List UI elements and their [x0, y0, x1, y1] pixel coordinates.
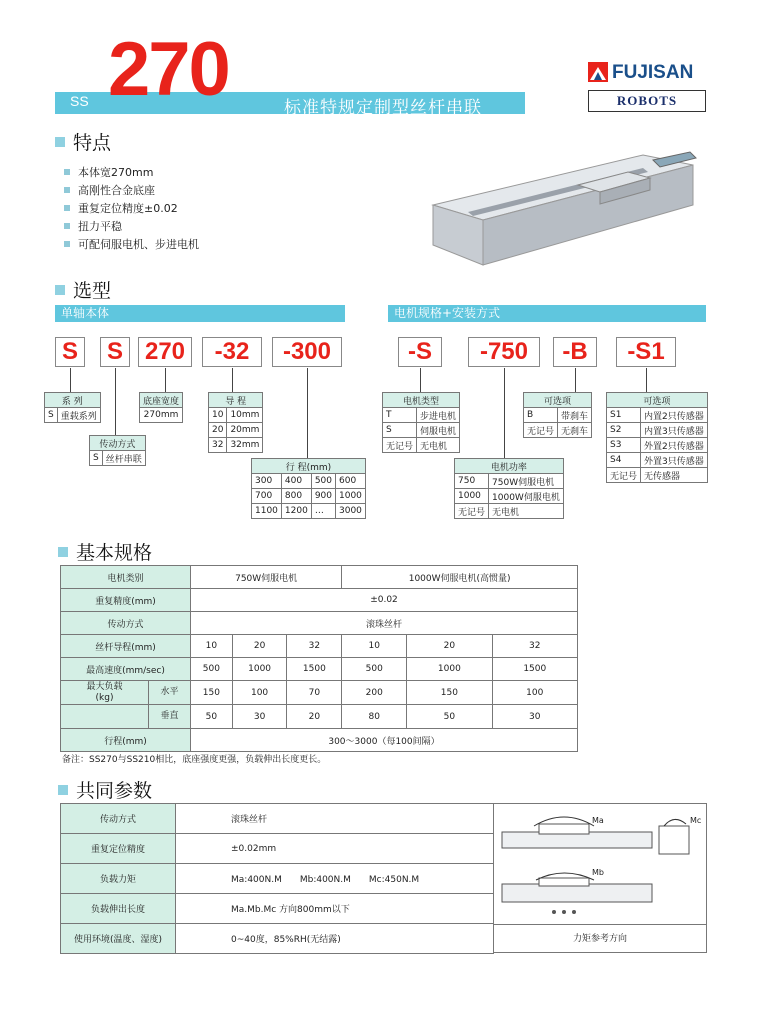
connector-line: [232, 368, 233, 392]
code-series: S: [55, 337, 85, 367]
brake-table: 可选项 B 带刹车 无记号 无刹车: [523, 392, 592, 438]
code-brake: -B: [553, 337, 597, 367]
ma-label: Ma: [592, 816, 604, 825]
connector-line: [646, 368, 647, 392]
sensor-table: 可选项 S1 内置2只传感器 S2 内置3只传感器 S3 外置2只传感器 S4 外置3只传感器 无记号 无传感器: [606, 392, 708, 483]
brand-name: FUJISAN: [612, 62, 694, 83]
connector-line: [504, 368, 505, 458]
list-item: 重复定位精度±0.02: [64, 200, 199, 218]
list-item: 高刚性合金底座: [64, 182, 199, 200]
features-list: [64, 164, 199, 254]
connector-line: [575, 368, 576, 392]
code-width: 270: [138, 337, 192, 367]
selection-heading: 选型: [55, 276, 111, 303]
body-bar: 单轴本体: [55, 305, 345, 322]
transmission-table: 传动方式 S 丝杆串联: [89, 435, 146, 466]
motor-type-table: 电机类型 T 步进电机 S 伺服电机 无记号 无电机: [382, 392, 460, 453]
stroke-table: 行 程(mm) 300 400 500 600 700 800 900 1000 1100 1200 … 3000: [251, 458, 366, 519]
connector-line: [115, 368, 116, 435]
moment-diagram: [493, 803, 707, 953]
mb-label: Mb: [592, 868, 604, 877]
series-table: 系 列 S 重载系列: [44, 392, 101, 423]
connector-line: [420, 368, 421, 392]
product-image: [428, 150, 698, 275]
page-title: 标准特规定制型丝杆串联: [284, 98, 482, 118]
code-stroke: -300: [272, 337, 342, 367]
lead-table: 导 程 10 10mm 20 20mm 32 32mm: [208, 392, 263, 453]
code-lead: -32: [202, 337, 262, 367]
mc-label: Mc: [690, 816, 702, 825]
list-item: 扭力平稳: [64, 218, 199, 236]
features-heading: 特点: [55, 128, 111, 155]
fujisan-logo-icon: [588, 62, 608, 82]
specs-heading: 基本规格: [58, 538, 152, 565]
code-motor-power: -750: [468, 337, 540, 367]
list-item: 本体宽270mm: [64, 164, 199, 182]
motor-power-table: 电机功率 750 750W伺服电机 1000 1000W伺服电机 无记号 无电机: [454, 458, 564, 519]
motor-bar: 电机规格+安装方式: [388, 305, 706, 322]
code-transmission: S: [100, 337, 130, 367]
list-item: 可配伺服电机、步进电机: [64, 236, 199, 254]
connector-line: [70, 368, 71, 392]
diagram-caption: 力矩参考方向: [494, 924, 706, 953]
connector-line: [165, 368, 166, 392]
model-number: 270: [108, 27, 229, 112]
common-table: 传动方式 滚珠丝杆 重复定位精度 ±0.02mm 负载力矩 Ma:400N.M Mb:400N.M Mc:450N.M 负载伸出长度 Ma.Mb.Mc 方向800mm以下 使用环境(温度、湿度) 0~40度，85%RH(无结露): [60, 803, 494, 954]
common-heading: 共同参数: [58, 776, 152, 803]
title-prefix: SS: [70, 93, 89, 109]
brand-sub: ROBOTS: [588, 90, 706, 112]
code-motor-type: -S: [398, 337, 442, 367]
width-table: 底座宽度 270mm: [139, 392, 183, 423]
specs-table: 电机类别 750W伺服电机 1000W伺服电机(高惯量) 重复精度(mm) ±0.02 传动方式 滚珠丝杆 丝杆导程(mm) 10 20 32 10 20 32 最高速度(mm/sec) 500 1000 1500 500 1000 1500 最大负载 (kg) 水平 150 100 70 200 150 100 垂直 50 30 20 80 50 30 行程(mm) 300～3000（每100间隔）: [60, 565, 578, 752]
code-sensor: -S1: [616, 337, 676, 367]
connector-line: [307, 368, 308, 458]
note-text: 备注：SS270与SS210相比，底座强度更强，负载伸出长度更长。: [62, 755, 327, 765]
